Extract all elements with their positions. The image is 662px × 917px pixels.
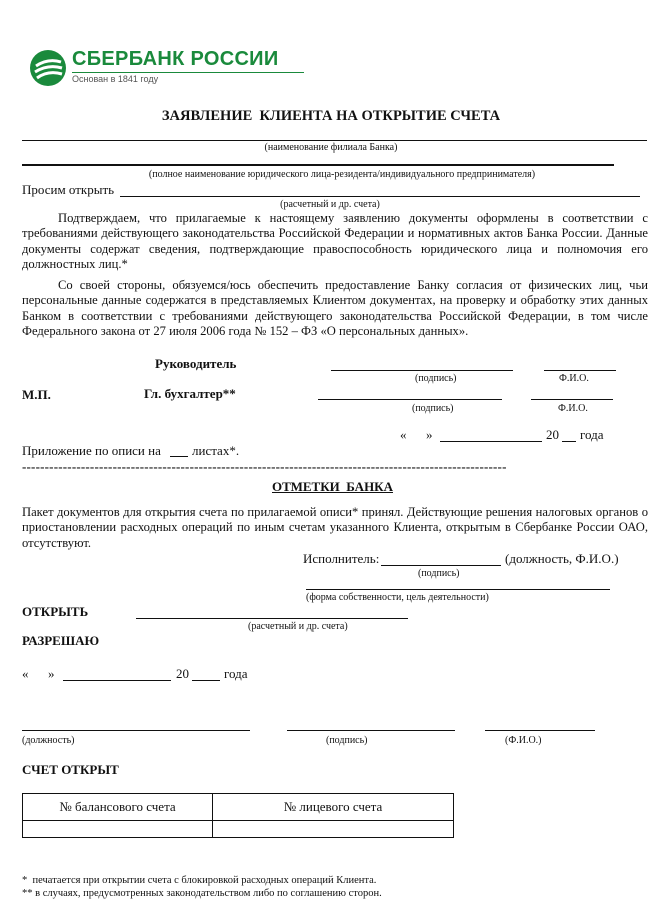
branch-caption: (наименование филиала Банка) xyxy=(264,142,398,153)
page-title: ЗАЯВЛЕНИЕ КЛИЕНТА НА ОТКРЫТИЕ СЧЕТА xyxy=(161,108,501,124)
head-label: Руководитель xyxy=(155,356,237,371)
accountant-signature-caption: (подпись) xyxy=(412,403,454,414)
head-fio-caption: Ф.И.О. xyxy=(559,373,589,384)
bank-date-year-suffix: года xyxy=(224,666,248,681)
bank-position-caption: (должность) xyxy=(22,735,75,746)
executor-signature-caption: (подпись) xyxy=(418,568,460,579)
bank-date-month-line xyxy=(63,680,171,681)
logo-underline xyxy=(72,72,304,73)
client-date-year-suffix: года xyxy=(580,427,604,442)
appendix-count-line xyxy=(170,456,188,457)
request-open-label: Просим открыть xyxy=(22,182,115,197)
bank-logo xyxy=(28,46,288,94)
head-signature-line xyxy=(331,370,513,371)
head-fio-line xyxy=(544,370,616,371)
account-type-line xyxy=(120,196,640,197)
appendix-prefix: Приложение по описи на xyxy=(22,443,161,458)
bank-signature-caption: (подпись) xyxy=(326,735,368,746)
executor-line xyxy=(381,565,501,566)
executor-label: Исполнитель: xyxy=(303,551,380,566)
bank-date-year-prefix: 20 xyxy=(176,666,189,681)
table-cell-balance xyxy=(23,821,213,838)
paragraph-confirm: Подтверждаем, что прилагаемые к настоящему заявлению документы оформлены в соответствии с требованиями действующего законодательства Российской Федерации и нормативных актов Банка России. Данные документы содержат сведения, подтверждающие правоспособность юридического лица и полномочия его должностных лиц.* xyxy=(22,211,648,271)
client-date-year-line xyxy=(562,441,576,442)
bank-position-line xyxy=(22,730,250,731)
accountant-label: Гл. бухгалтер** xyxy=(144,386,236,401)
account-opened-label: СЧЕТ ОТКРЫТ xyxy=(22,762,119,777)
branch-line xyxy=(22,140,647,141)
dashed-separator: ----------------------------------------------------------------------------------------------------------- xyxy=(22,459,507,474)
accountant-fio-line xyxy=(531,399,613,400)
paragraph-consent: Со своей стороны, обязуемся/юсь обеспечить предоставление Банку согласия от физических лиц, чьи персональные данные содержатся в представляемых Клиентом документах, на проверку и обработку этих данных Банком в соответствии с требованиями действующего законодательства Российской Федерации, в том числе Федерального закона от 27 июля 2006 года № 152 – ФЗ «О персональных данных». xyxy=(22,278,648,338)
open-account-line xyxy=(136,618,408,619)
client-date-month-line xyxy=(440,441,542,442)
table-header-balance: № балансового счета xyxy=(23,794,213,821)
head-signature-caption: (подпись) xyxy=(415,373,457,384)
bank-marks-title: ОТМЕТКИ БАНКА xyxy=(272,479,393,494)
bank-fio-line xyxy=(485,730,595,731)
footnote-1: * печатается при открытии счета с блокировкой расходных операций Клиента. xyxy=(22,875,377,886)
bank-date-year-line xyxy=(192,680,220,681)
allow-label: РАЗРЕШАЮ xyxy=(22,633,100,648)
sberbank-logo-icon xyxy=(28,48,68,88)
logo-tagline: Основан в 1841 году xyxy=(72,74,159,84)
ownership-caption: (форма собственности, цель деятельности) xyxy=(306,592,489,603)
bank-signature-line xyxy=(287,730,455,731)
account-type-caption: (расчетный и др. счета) xyxy=(280,199,380,210)
logo-name: СБЕРБАНК РОССИИ xyxy=(72,48,279,70)
stamp-label: М.П. xyxy=(22,387,51,402)
executor-suffix: (должность, Ф.И.О.) xyxy=(505,551,619,566)
accountant-signature-line xyxy=(318,399,502,400)
table-cell-personal xyxy=(213,821,454,838)
client-caption: (полное наименование юридического лица-резидента/индивидуального предпринимателя) xyxy=(148,169,536,180)
ownership-line xyxy=(306,589,610,590)
accounts-table xyxy=(22,793,454,838)
open-account-caption: (расчетный и др. счета) xyxy=(248,621,348,632)
bank-fio-caption: (Ф.И.О.) xyxy=(505,735,542,746)
bank-marks-text: Пакет документов для открытия счета по прилагаемой описи* принял. Действующие решения налоговых органов о приостановлении расходных операций по иным счетам указанного Клиента, открытым в Сбербанке России ОАО, отсутствуют. xyxy=(22,505,648,550)
footnote-2: ** в случаях, предусмотренных законодательством либо по соглашению сторон. xyxy=(22,888,382,899)
open-label: ОТКРЫТЬ xyxy=(22,604,89,619)
bank-date-quotes: « » xyxy=(22,666,55,681)
client-line xyxy=(22,164,614,166)
client-date-year-prefix: 20 xyxy=(546,427,559,442)
client-date-quotes: « » xyxy=(400,427,433,442)
table-header-personal: № лицевого счета xyxy=(213,794,454,821)
appendix-suffix: листах*. xyxy=(192,443,240,458)
accountant-fio-caption: Ф.И.О. xyxy=(558,403,588,414)
